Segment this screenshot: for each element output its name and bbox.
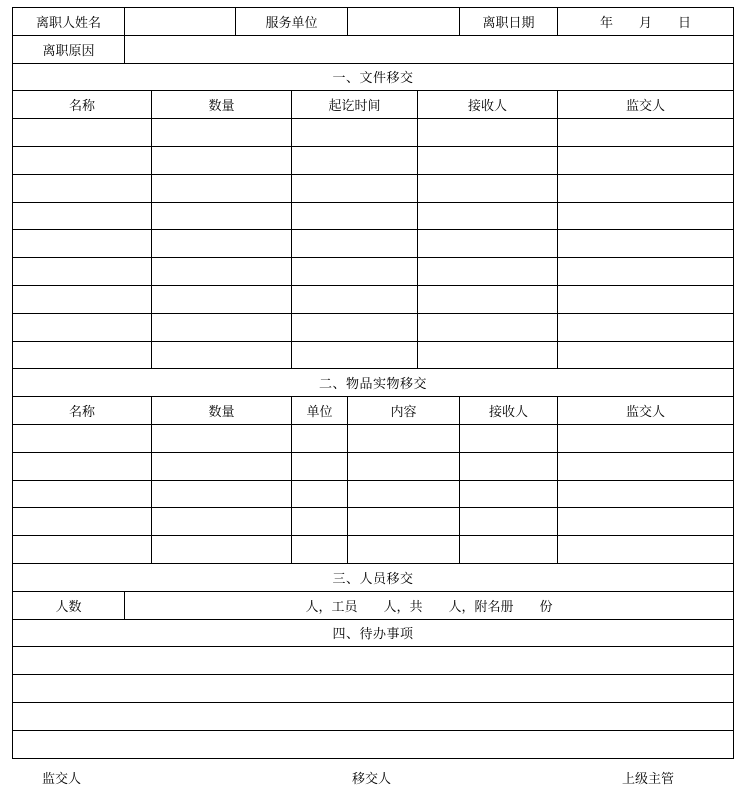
reason-label: 离职原因	[13, 35, 125, 63]
s1-cell[interactable]	[13, 146, 152, 174]
s1-cell[interactable]	[13, 119, 152, 147]
section4-rows	[13, 647, 734, 758]
dept-value[interactable]	[348, 8, 460, 36]
s1-row	[13, 285, 734, 313]
s2-cell[interactable]	[292, 536, 348, 564]
s1-cell[interactable]	[152, 341, 292, 369]
s1-cell[interactable]	[558, 202, 734, 230]
s4-row	[13, 702, 734, 730]
section2-title: 二、物品实物移交	[13, 369, 734, 397]
s1-row	[13, 146, 734, 174]
s2-cell[interactable]	[460, 536, 558, 564]
footer-handover: 移交人	[352, 772, 392, 787]
count-label: 人数	[13, 591, 125, 619]
s1-row	[13, 230, 734, 258]
s1-row	[13, 119, 734, 147]
s1-col-period: 起讫时间	[292, 91, 418, 119]
s1-cell[interactable]	[418, 230, 558, 258]
s4-cell[interactable]	[13, 647, 734, 675]
s2-col-qty: 数量	[152, 397, 292, 425]
s2-cell[interactable]	[13, 452, 152, 480]
s1-cell[interactable]	[292, 146, 418, 174]
s1-cell[interactable]	[558, 146, 734, 174]
s4-cell[interactable]	[13, 675, 734, 703]
date-day: 日	[678, 15, 692, 31]
section1-title: 一、文件移交	[13, 63, 734, 91]
person-unit2: 人，共	[383, 599, 423, 615]
s1-cell[interactable]	[292, 341, 418, 369]
footer-supervisor: 监交人	[42, 772, 82, 787]
s1-cell[interactable]	[418, 174, 558, 202]
s2-cell[interactable]	[152, 424, 292, 452]
s1-row	[13, 313, 734, 341]
s2-cell[interactable]	[292, 508, 348, 536]
s2-cell[interactable]	[348, 480, 460, 508]
name-label: 离职人姓名	[13, 8, 125, 36]
s1-cell[interactable]	[292, 258, 418, 286]
s1-cell[interactable]	[558, 119, 734, 147]
person-unit: 人，工员	[305, 599, 358, 615]
s2-col-receiver: 接收人	[460, 397, 558, 425]
s2-cell[interactable]	[152, 480, 292, 508]
s2-cell[interactable]	[292, 480, 348, 508]
s2-col-unit: 单位	[292, 397, 348, 425]
s1-cell[interactable]	[292, 202, 418, 230]
signature-footer	[0, 768, 754, 786]
s1-cell[interactable]	[152, 146, 292, 174]
s2-cell[interactable]	[460, 424, 558, 452]
s2-cell[interactable]	[13, 536, 152, 564]
s1-cell[interactable]	[558, 285, 734, 313]
s2-cell[interactable]	[292, 452, 348, 480]
date-year: 年	[600, 15, 614, 31]
s1-cell[interactable]	[152, 313, 292, 341]
s1-cell[interactable]	[418, 341, 558, 369]
s1-col-name: 名称	[13, 91, 152, 119]
section2-header-row	[13, 397, 734, 425]
s1-col-supervisor: 监交人	[558, 91, 734, 119]
s2-cell[interactable]	[13, 424, 152, 452]
s2-cell[interactable]	[348, 536, 460, 564]
copies-unit: 份	[539, 599, 553, 615]
s2-cell[interactable]	[558, 508, 734, 536]
s2-cell[interactable]	[558, 536, 734, 564]
s1-cell[interactable]	[292, 285, 418, 313]
s1-cell[interactable]	[13, 174, 152, 202]
reason-value[interactable]	[125, 35, 734, 63]
s2-row	[13, 452, 734, 480]
s1-row	[13, 202, 734, 230]
s1-cell[interactable]	[558, 341, 734, 369]
s1-row	[13, 258, 734, 286]
s2-cell[interactable]	[558, 452, 734, 480]
s2-cell[interactable]	[292, 424, 348, 452]
s1-cell[interactable]	[292, 174, 418, 202]
s2-cell[interactable]	[152, 536, 292, 564]
s1-cell[interactable]	[418, 258, 558, 286]
s2-cell[interactable]	[13, 480, 152, 508]
s1-cell[interactable]	[558, 313, 734, 341]
s1-cell[interactable]	[152, 230, 292, 258]
s1-cell[interactable]	[418, 313, 558, 341]
count-value[interactable]	[125, 591, 734, 619]
s2-cell[interactable]	[13, 508, 152, 536]
s4-row	[13, 675, 734, 703]
date-month: 月	[639, 15, 653, 31]
s1-cell[interactable]	[152, 258, 292, 286]
s2-cell[interactable]	[558, 424, 734, 452]
s2-cell[interactable]	[348, 508, 460, 536]
s2-cell[interactable]	[460, 508, 558, 536]
s1-cell[interactable]	[13, 258, 152, 286]
s1-cell[interactable]	[152, 285, 292, 313]
s2-row	[13, 508, 734, 536]
s2-col-content: 内容	[348, 397, 460, 425]
s1-cell[interactable]	[418, 285, 558, 313]
s1-cell[interactable]	[13, 341, 152, 369]
s1-row	[13, 174, 734, 202]
s2-cell[interactable]	[460, 452, 558, 480]
section1-header-row	[13, 91, 734, 119]
s1-col-receiver: 接收人	[418, 91, 558, 119]
s1-cell[interactable]	[558, 258, 734, 286]
s1-row	[13, 341, 734, 369]
section2-rows	[13, 424, 734, 563]
s2-col-name: 名称	[13, 397, 152, 425]
s1-cell[interactable]	[558, 174, 734, 202]
s1-col-qty: 数量	[152, 91, 292, 119]
s1-cell[interactable]	[418, 119, 558, 147]
s1-cell[interactable]	[152, 119, 292, 147]
name-value[interactable]	[125, 8, 236, 36]
section3-title: 三、人员移交	[13, 563, 734, 591]
form-table	[12, 7, 734, 759]
s2-cell[interactable]	[558, 480, 734, 508]
date-value[interactable]	[558, 8, 734, 36]
s1-cell[interactable]	[152, 174, 292, 202]
s4-row	[13, 647, 734, 675]
section1-rows	[13, 119, 734, 369]
s1-cell[interactable]	[13, 313, 152, 341]
s2-row	[13, 424, 734, 452]
s2-cell[interactable]	[348, 424, 460, 452]
s1-cell[interactable]	[558, 230, 734, 258]
s1-cell[interactable]	[13, 202, 152, 230]
s2-col-supervisor: 监交人	[558, 397, 734, 425]
roster-text: 人，附名册	[448, 599, 514, 615]
s1-cell[interactable]	[13, 285, 152, 313]
section4-title: 四、待办事项	[13, 619, 734, 647]
s1-cell[interactable]	[292, 230, 418, 258]
s1-cell[interactable]	[292, 313, 418, 341]
s1-cell[interactable]	[418, 146, 558, 174]
s2-row	[13, 536, 734, 564]
s4-row	[13, 730, 734, 758]
s4-cell[interactable]	[13, 702, 734, 730]
s1-cell[interactable]	[418, 202, 558, 230]
s2-cell[interactable]	[152, 452, 292, 480]
s4-cell[interactable]	[13, 730, 734, 758]
s1-cell[interactable]	[292, 119, 418, 147]
s2-cell[interactable]	[152, 508, 292, 536]
s1-cell[interactable]	[152, 202, 292, 230]
handover-form	[12, 7, 733, 759]
s1-cell[interactable]	[13, 230, 152, 258]
date-label: 离职日期	[460, 8, 558, 36]
footer-manager: 上级主管	[622, 772, 675, 787]
s2-cell[interactable]	[460, 480, 558, 508]
dept-label: 服务单位	[236, 8, 348, 36]
s2-row	[13, 480, 734, 508]
s2-cell[interactable]	[348, 452, 460, 480]
